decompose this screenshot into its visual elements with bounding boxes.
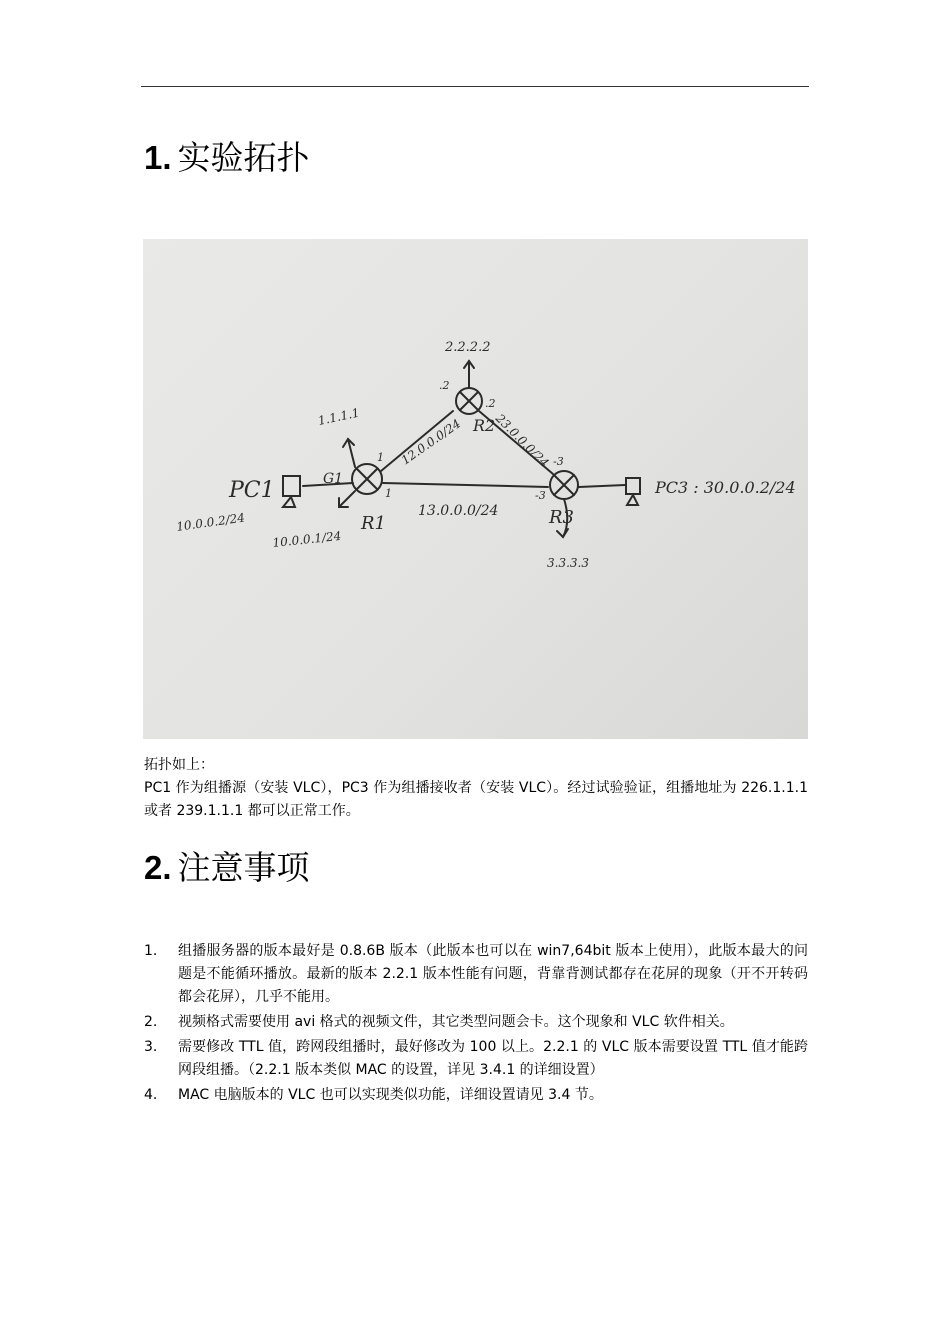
section-number: 2. bbox=[144, 849, 172, 886]
label-pc3: PC3 : 30.0.0.2/24 bbox=[655, 478, 796, 497]
label-net-r1-r2: 12.0.0.0/24 bbox=[398, 416, 464, 468]
label-if-r3-r1: -3 bbox=[535, 489, 546, 502]
list-item bbox=[144, 1011, 808, 1034]
label-pc1: PC1 bbox=[229, 478, 275, 503]
pc1-icon bbox=[283, 476, 300, 496]
label-if-r2-r1: .2 bbox=[439, 379, 450, 392]
topology-photo bbox=[143, 239, 808, 739]
section-heading-topology bbox=[144, 138, 310, 178]
topology-diagram bbox=[143, 239, 808, 739]
list-text: MAC 电脑版本的 VLC 也可以实现类似功能，详细设置请见 3.4 节。 bbox=[178, 1087, 603, 1103]
list-number: 1. bbox=[144, 943, 158, 959]
label-r1-if: 10.0.0.1/24 bbox=[271, 528, 342, 550]
label-g1: G1 bbox=[323, 471, 344, 487]
list-text: 组播服务器的版本最好是 0.8.6B 版本（此版本也可以在 win7,64bit 版本上使用），此版本最大的问题是不能循环播放。最新的版本 2.2.1 版本性能有问题，背靠背测试都存在花屏的现象（开不开转码都会花屏），几乎不能用。 bbox=[178, 943, 808, 1005]
pc3-icon bbox=[626, 478, 640, 494]
label-if-r1-r2: 1 bbox=[377, 451, 384, 464]
notes-list bbox=[144, 940, 808, 1109]
list-number: 2. bbox=[144, 1014, 158, 1030]
label-r2: R2 bbox=[473, 416, 496, 435]
label-net-r2-r3: 23.0.0.0/24 bbox=[492, 411, 552, 470]
link-r1-r3 bbox=[383, 483, 548, 487]
label-r2-loop: 2.2.2.2 bbox=[445, 340, 491, 355]
label-r1: R1 bbox=[361, 513, 387, 534]
section-heading-notes bbox=[144, 848, 310, 888]
section-title: 实验拓扑 bbox=[177, 138, 310, 177]
list-number: 3. bbox=[144, 1039, 158, 1055]
label-r1-loop: 1.1.1.1 bbox=[316, 405, 361, 428]
section-title: 注意事项 bbox=[177, 848, 310, 887]
topology-desc: PC1 作为组播源（安装 VLC），PC3 作为组播接收者（安装 VLC）。经过试验验证，组播地址为 226.1.1.1 或者 239.1.1.1 都可以正常工作。 bbox=[144, 780, 808, 819]
list-text: 需要修改 TTL 值，跨网段组播时，最好修改为 100 以上。2.2.1 的 VLC 版本需要设置 TTL 值才能跨网段组播。（2.2.1 版本类似 MAC 的设置，详见 3.4.1 的详细设置） bbox=[178, 1039, 808, 1078]
label-if-r2-r3: .2 bbox=[485, 397, 496, 410]
label-net-r1-r3: 13.0.0.0/24 bbox=[418, 503, 499, 519]
section-number: 1. bbox=[144, 139, 172, 176]
label-r3-loop: 3.3.3.3 bbox=[547, 556, 589, 570]
label-pc1-ip: 10.0.0.2/24 bbox=[175, 510, 246, 534]
topology-caption: 拓扑如上： bbox=[144, 757, 214, 773]
label-if-r3-r2: -3 bbox=[553, 455, 564, 468]
label-if-r1-r3: 1 bbox=[385, 487, 392, 500]
list-number: 4. bbox=[144, 1087, 158, 1103]
link-r3-pc3 bbox=[579, 485, 625, 487]
list-item bbox=[144, 940, 808, 1009]
list-item bbox=[144, 1084, 808, 1107]
label-r3: R3 bbox=[549, 507, 575, 528]
list-item bbox=[144, 1036, 808, 1082]
header-rule bbox=[141, 86, 809, 87]
topology-description bbox=[144, 754, 808, 823]
list-text: 视频格式需要使用 avi 格式的视频文件，其它类型问题会卡。这个现象和 VLC 软件相关。 bbox=[178, 1014, 734, 1030]
